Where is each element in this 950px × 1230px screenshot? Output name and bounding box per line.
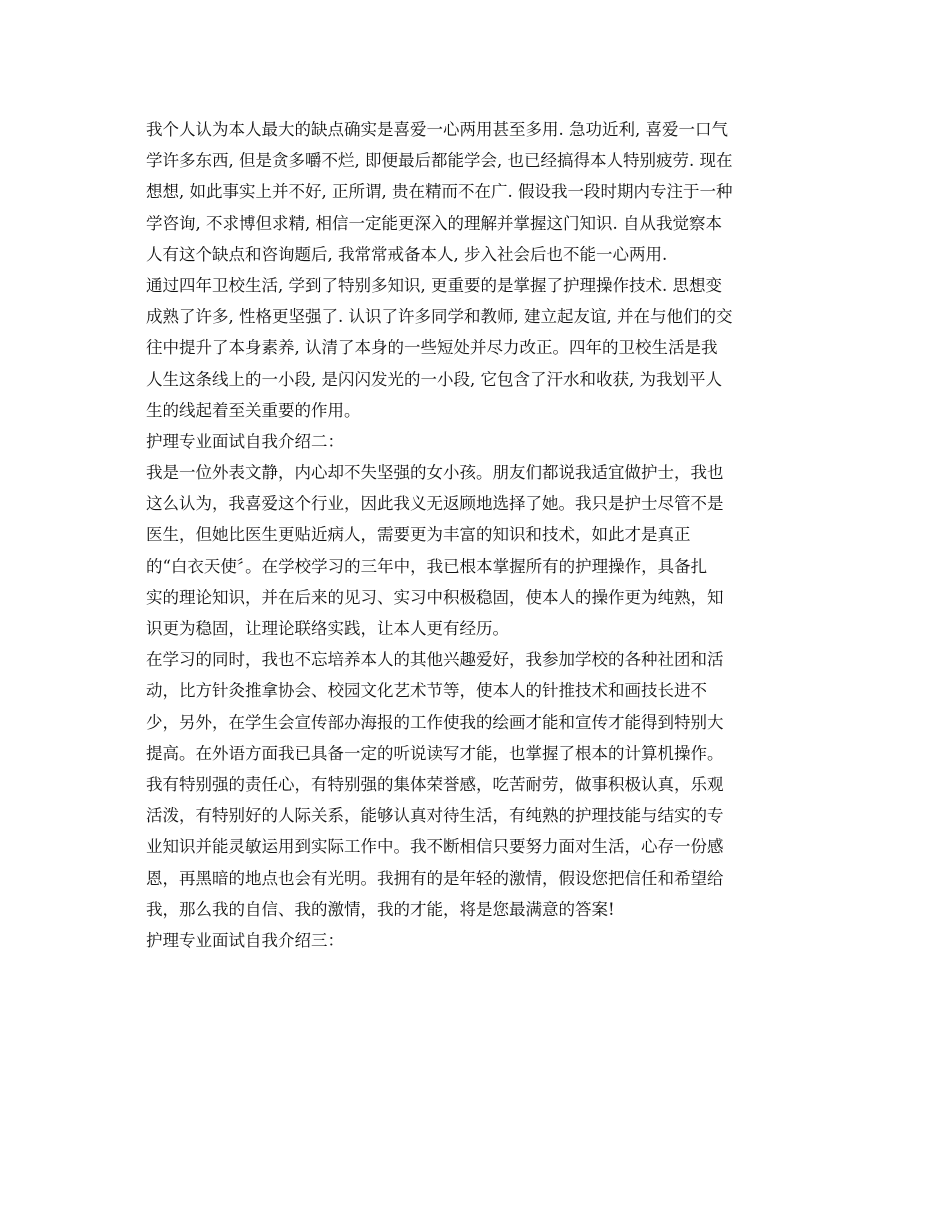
text-line: 我个人认为本人最大的缺点确实是喜爱一心两用甚至多用. 急功近利, 喜爱一口气 [146, 120, 728, 139]
text-line: 成熟了许多, 性格更坚强了. 认识了许多同学和教师, 建立起友谊, 并在与他们的交 [146, 307, 733, 327]
text-line: 人有这个缺点和咨询题后, 我常常戒备本人, 步入社会后也不能一心两用. [146, 244, 668, 264]
text-line: 我有特别强的责任心，有特别强的集体荣誉感，吃苦耐劳，做事积极认真，乐观 [146, 774, 724, 794]
text-line: 少，另外，在学生会宣传部办海报的工作使我的绘画才能和宣传才能得到特别大 [146, 712, 724, 732]
text-line: 学许多东西, 但是贪多嚼不烂, 即便最后都能学会, 也已经搞得本人特别疲劳. 现在 [146, 151, 733, 171]
text-line: 这么认为，我喜爱这个行业，因此我义无返顾地选择了她。我只是护士尽管不是 [146, 494, 724, 514]
text-line: 活泼，有特别好的人际关系，能够认真对待生活，有纯熟的护理技能与结实的专 [146, 806, 724, 826]
text-line: 业知识并能灵敏运用到实际工作中。我不断相信只要努力面对生活，心存一份感 [146, 837, 724, 857]
text-line: 提高。在外语方面我已具备一定的听说读写才能，也掌握了根本的计算机操作。 [146, 743, 724, 763]
text-line: 人生这条线上的一小段, 是闪闪发光的一小段, 它包含了汗水和收获, 为我划平人 [146, 369, 722, 389]
text-line: 动，比方针灸推拿协会、校园文化艺术节等，使本人的针推技术和画技长进不 [146, 681, 707, 701]
text-line: 识更为稳固，让理论联络实践，让本人更有经历。 [146, 619, 509, 638]
text-line: 我，那么我的自信、我的激情，我的才能，将是您最满意的答案! [146, 899, 615, 919]
document-body [146, 114, 806, 956]
text-line: 想想, 如此事实上并不好, 正所谓, 贵在精而不在广. 假设我一段时期内专注于一种 [146, 182, 733, 202]
text-line: 实的理论知识，并在后来的见习、实习中积极稳固，使本人的操作更为纯熟，知 [146, 587, 724, 607]
section-heading: 护理专业面试自我介绍二： [146, 431, 344, 451]
text-line: 生的线起着至关重要的作用。 [146, 400, 361, 420]
text-line: 医生，但她比医生更贴近病人，需要更为丰富的知识和技术，如此才是真正 [146, 525, 691, 545]
section-heading: 护理专业面试自我介绍三： [146, 930, 344, 950]
text-line: 的“白衣天使〞。在学校学习的三年中，我已根本掌握所有的护理操作，具备扎 [146, 556, 708, 576]
text-line: 往中提升了本身素养, 认清了本身的一些短处并尽力改正。四年的卫校生活是我 [146, 338, 718, 358]
text-line: 通过四年卫校生活, 学到了特别多知识, 更重要的是掌握了护理操作技术. 思想变 [146, 275, 722, 295]
text-line: 学咨询, 不求博但求精, 相信一定能更深入的理解并掌握这门知识. 自从我觉察本 [146, 213, 722, 233]
text-line: 我是一位外表文静，内心却不失坚强的女小孩。朋友们都说我适宜做护士，我也 [146, 463, 724, 483]
text-line: 在学习的同时，我也不忘培养本人的其他兴趣爱好，我参加学校的各种社团和活 [146, 650, 724, 670]
text-line: 恩，再黑暗的地点也会有光明。我拥有的是年轻的激情，假设您把信任和希望给 [146, 868, 724, 888]
